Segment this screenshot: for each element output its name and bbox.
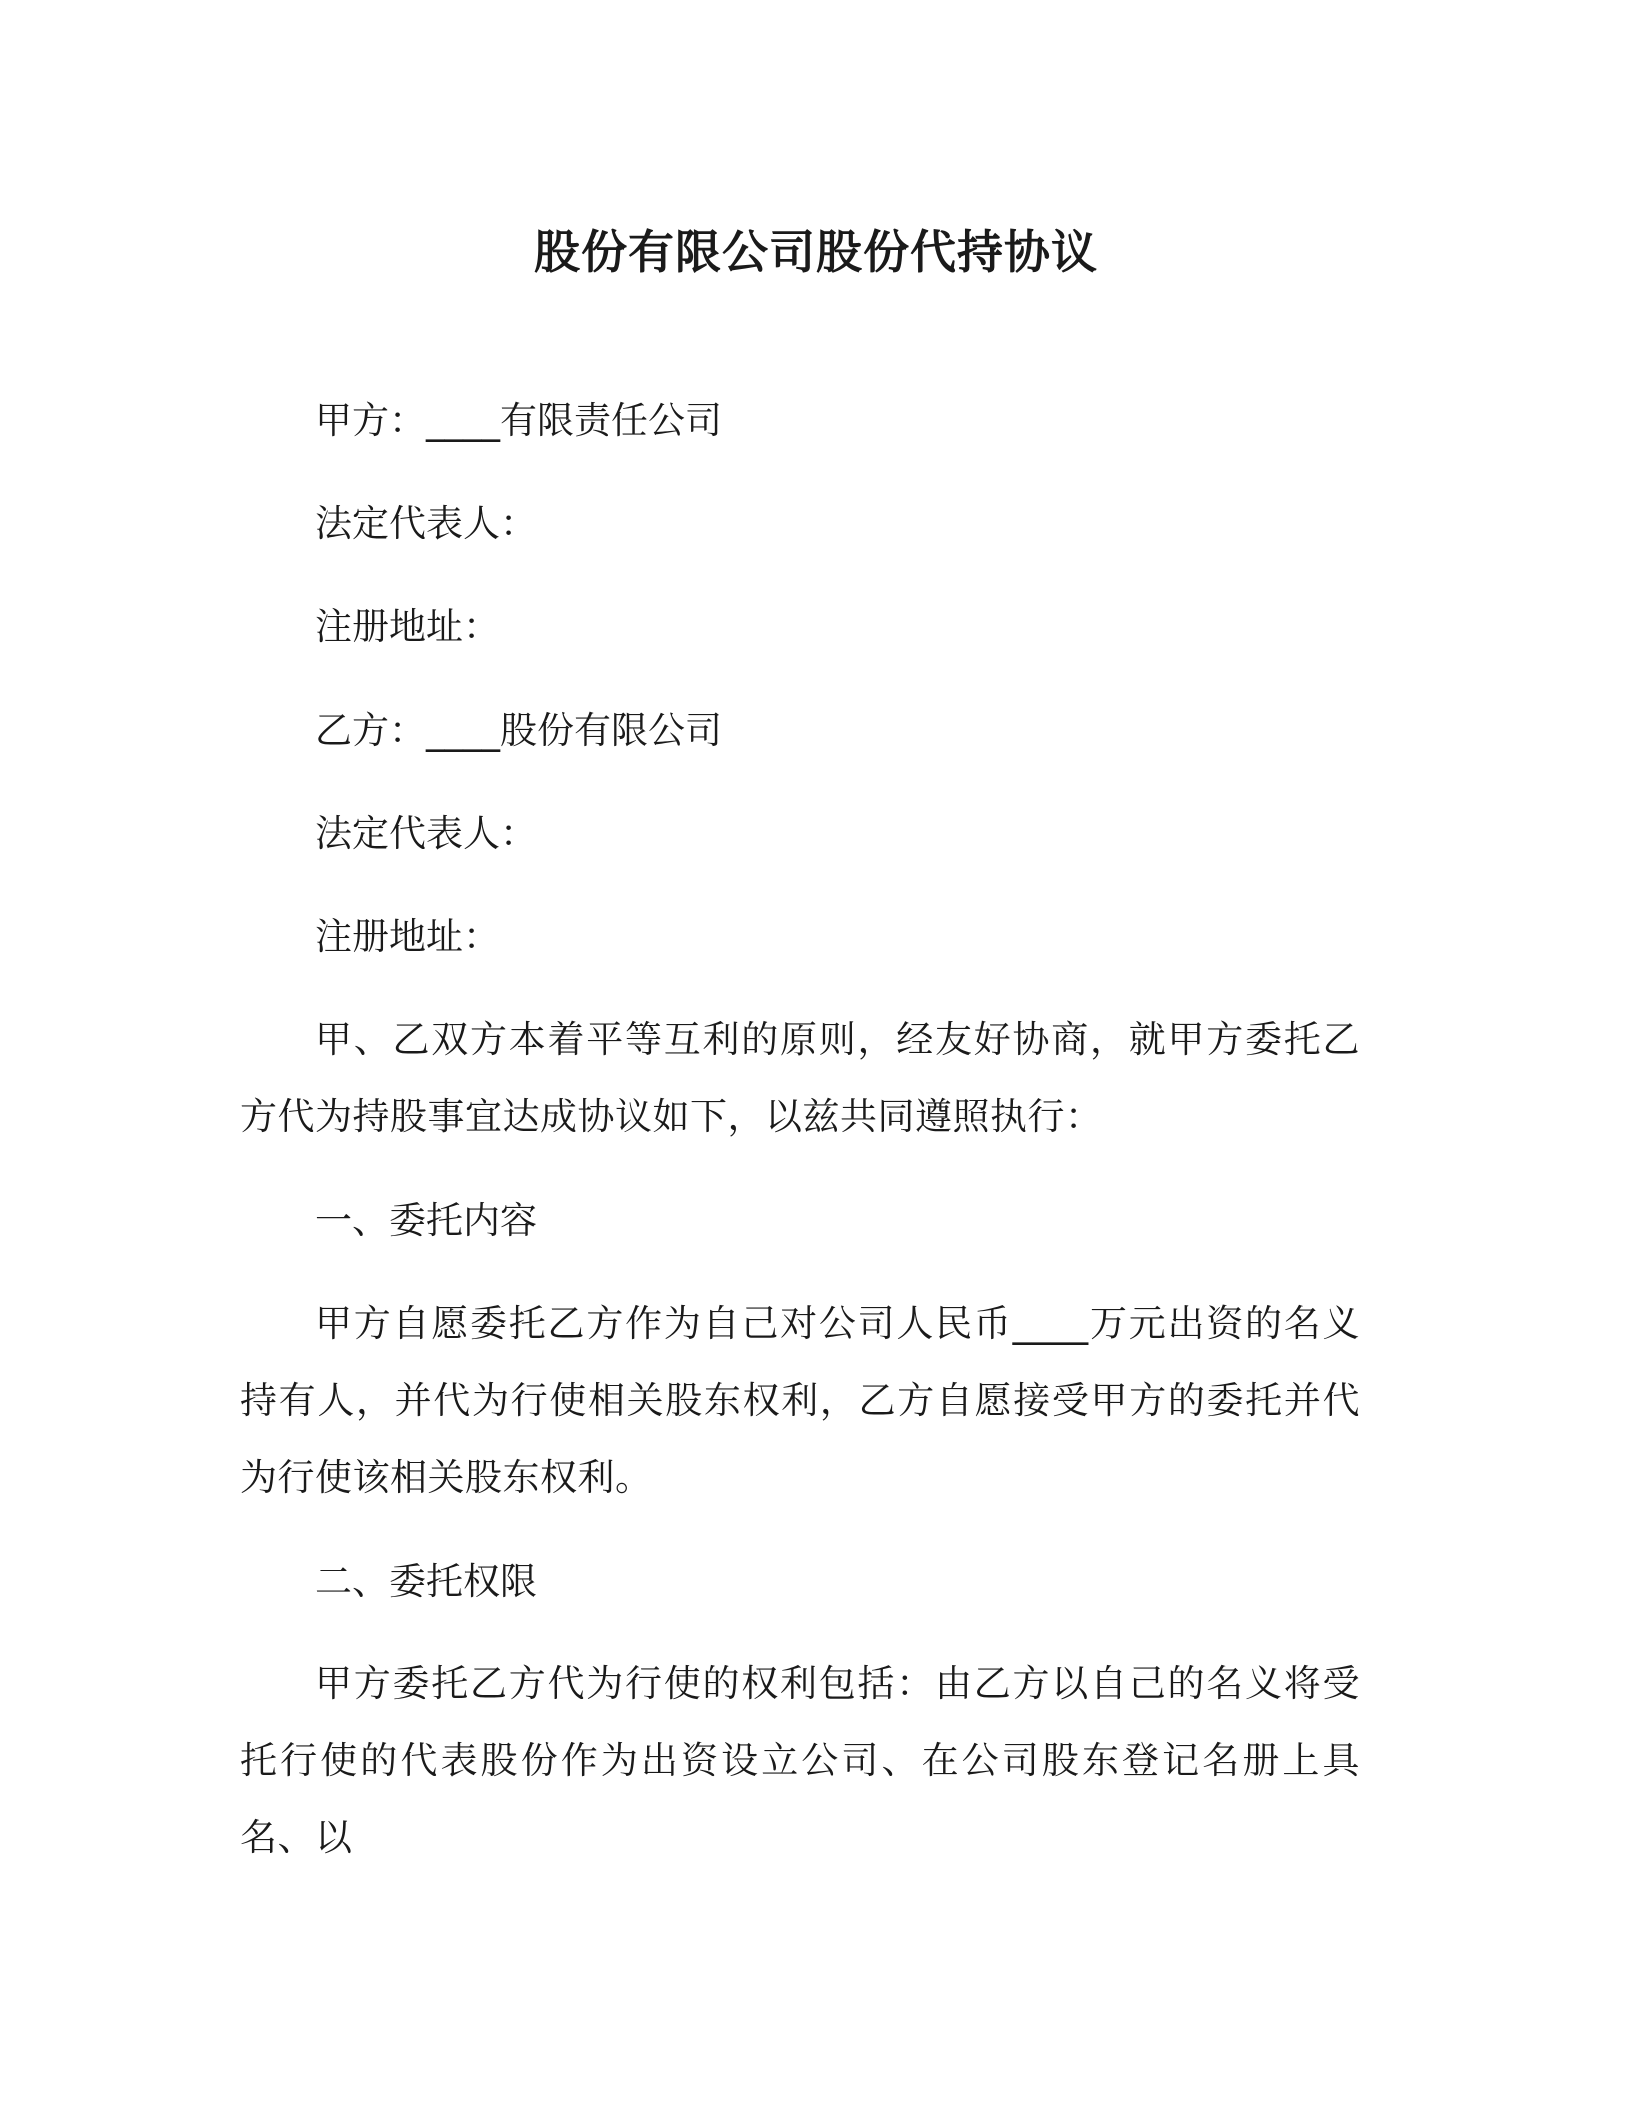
section-2-body: 甲方委托乙方代为行使的权利包括：由乙方以自己的名义将受托行使的代表股份作为出资设立公司、在公司股东登记名册上具名、以 [240,1662,1360,1859]
party-a-registered-address: 注册地址： [315,605,500,648]
section-1-body: 甲方自愿委托乙方作为自己对公司人民币____万元出资的名义持有人，并代为行使相关股东权利，乙方自愿接受甲方的委托并代为行使该相关股东权利。 [240,1302,1360,1499]
party-b-name: 乙方：____股份有限公司 [315,709,722,752]
document-title: 股份有限公司股份代持协议 [534,225,1098,279]
section-2-heading: 二、委托权限 [315,1560,537,1603]
party-a-name: 甲方：____有限责任公司 [315,399,722,442]
section-1-heading: 一、委托内容 [315,1199,537,1242]
party-b-legal-representative: 法定代表人： [315,812,537,855]
preamble-paragraph: 甲、乙双方本着平等互利的原则，经友好协商，就甲方委托乙方代为持股事宜达成协议如下，以兹共同遵照执行： [240,1018,1360,1138]
party-b-registered-address: 注册地址： [315,915,500,958]
party-a-legal-representative: 法定代表人： [315,502,537,545]
